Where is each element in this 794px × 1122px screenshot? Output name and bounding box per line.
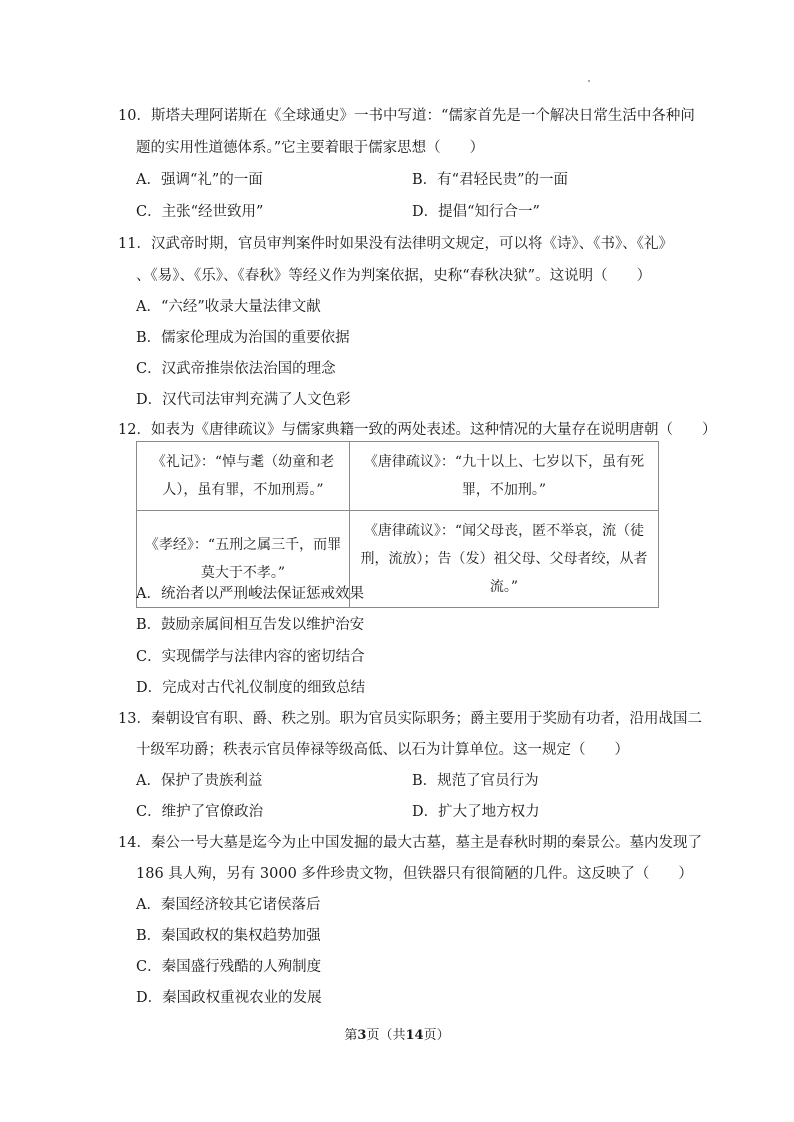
table-row <box>137 442 659 511</box>
question-14-option-a: A．秦国经济较其它诸侯落后 <box>136 897 321 913</box>
question-10-stem-line-1: 10．斯塔夫理阿诺斯在《全球通史》一书中写道：“儒家首先是一个解决日常生活中各种问 <box>118 108 695 124</box>
question-13-option-d: D．扩大了地方权力 <box>412 804 540 820</box>
question-11-option-a: A．“六经”收录大量法律文献 <box>136 299 321 315</box>
footer-mid: 页（共 <box>366 1028 406 1043</box>
question-13-stem-line-1: 13．秦朝设官有职、爵、秩之别。职为官员实际职务；爵主要用于奖励有功者，沿用战国二 <box>118 711 702 727</box>
question-12-option-a: A．统治者以严刑峻法保证惩戒效果 <box>136 586 364 602</box>
question-14-option-c: C．秦国盛行残酷的人殉制度 <box>136 959 322 975</box>
question-10-option-c: C．主张“经世致用” <box>136 204 264 220</box>
question-11-option-c: C．汉武帝推崇依法治国的理念 <box>136 361 336 377</box>
question-14-stem-line-1: 14．秦公一号大墓是迄今为止中国发掘的最大古墓，墓主是春秋时期的秦景公。墓内发现了 <box>118 835 702 851</box>
question-14-option-d: D．秦国政权重视农业的发展 <box>136 990 322 1006</box>
question-13-stem-line-2: 十级军功爵；秩表示官员俸禄等级高低、以石为计算单位。这一规定（ ） <box>136 742 629 758</box>
question-11-stem-line-1: 11．汉武帝时期，官员审判案件时如果没有法律明文规定，可以将《诗》、《书》、《礼》 <box>118 236 673 252</box>
question-13-option-b: B．规范了官员行为 <box>412 773 539 789</box>
footer-page-number: 3 <box>357 1028 367 1043</box>
question-13-option-a: A．保护了贵族利益 <box>136 773 263 789</box>
question-10-option-a: A．强调“礼”的一面 <box>136 172 263 188</box>
question-10-stem-line-2: 题的实用性道德体系。”它主要着眼于儒家思想（ ） <box>136 140 485 156</box>
question-11-stem-line-2: 、《易》、《乐》、《春秋》等经义作为判案依据，史称“春秋决狱”。这说明（ ） <box>136 268 652 284</box>
question-12-stem-line-1: 12．如表为《唐律疏议》与儒家典籍一致的两处表述。这种情况的大量存在说明唐朝（ ） <box>118 422 717 438</box>
question-13-option-c: C．维护了官僚政治 <box>136 804 264 820</box>
footer-total-pages: 14 <box>405 1028 424 1043</box>
scan-speck <box>588 80 590 82</box>
question-11-option-d: D．汉代司法审判充满了人文色彩 <box>136 392 351 408</box>
question-12-option-d: D．完成对古代礼仪制度的细致总结 <box>136 680 366 696</box>
question-11-option-b: B．儒家伦理成为治国的重要依据 <box>136 330 350 346</box>
question-10-option-b: B．有“君轻民贵”的一面 <box>412 172 568 188</box>
question-14-stem-line-2: 186 具人殉，另有 3000 多件珍贵文物，但铁器只有很简陋的几件。这反映了（ ） <box>136 866 693 882</box>
table-cell: 《礼记》：“悼与耄（幼童和老人），虽有罪，不加刑焉。” <box>137 442 350 511</box>
page-footer <box>0 1024 794 1043</box>
footer-suffix: 页） <box>423 1028 450 1043</box>
question-12-option-b: B．鼓励亲属间相互告发以维护治安 <box>136 617 365 633</box>
question-10-option-d: D．提倡“知行合一” <box>412 204 540 220</box>
footer-prefix: 第 <box>344 1028 358 1043</box>
table-cell: 《唐律疏议》：“闻父母丧，匿不举哀，流（徒刑，流放）；告（发）祖父母、父母者绞，从者流。” <box>350 511 659 608</box>
table-cell: 《孝经》：“五刑之属三千，而罪莫大于不孝。” <box>137 511 350 608</box>
table-cell: 《唐律疏议》：“九十以上、七岁以下，虽有死罪，不加刑。” <box>350 442 659 511</box>
question-12-option-c: C．实现儒学与法律内容的密切结合 <box>136 649 365 665</box>
question-14-option-b: B．秦国政权的集权趋势加强 <box>136 928 321 944</box>
